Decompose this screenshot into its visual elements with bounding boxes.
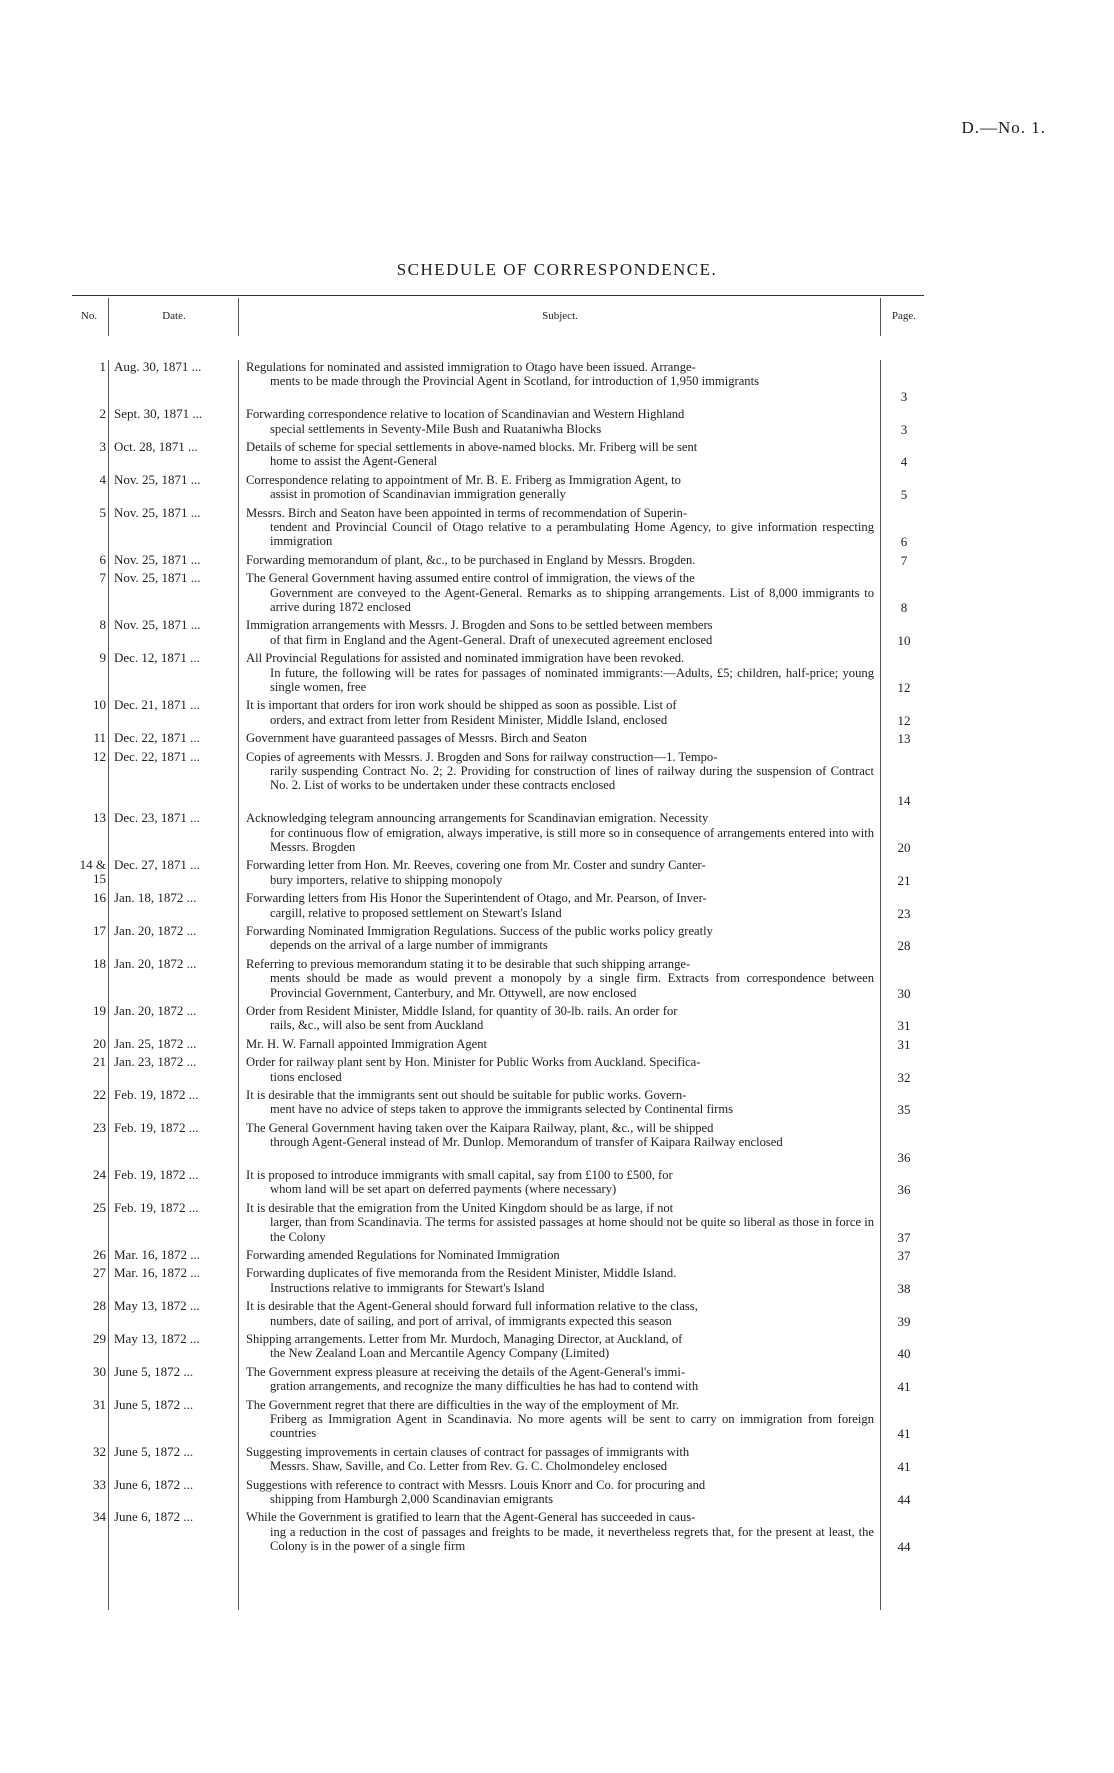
row-subject [246, 1037, 874, 1051]
table-row [0, 1445, 1114, 1475]
subject-continuation: In future, the following will be rates for passages of nominated immigrants:—Adults, £5; children, half-price; young single women, free [270, 665, 874, 694]
row-subject [246, 1398, 874, 1441]
subject-continuation: cargill, relative to proposed settlement on Stewart's Island [270, 905, 562, 920]
row-subject [246, 891, 874, 920]
subject-first-line: Correspondence relating to appointment of Mr. B. E. Friberg as Immigration Agent, to [246, 472, 681, 487]
row-date: Dec. 22, 1871 ... [114, 730, 200, 746]
subject-first-line: While the Government is gratified to learn that the Agent-General has succeeded in caus- [246, 1510, 696, 1525]
row-page: 40 [897, 1346, 911, 1362]
row-page: 35 [897, 1102, 911, 1118]
row-subject [246, 1510, 874, 1553]
page-title: SCHEDULE OF CORRESPONDENCE. [396, 260, 718, 279]
row-date: Jan. 25, 1872 ... [114, 1035, 197, 1051]
subject-first-line: Forwarding Nominated Immigration Regulations. Success of the public works policy greatly [246, 924, 713, 938]
subject-first-line: Forwarding memorandum of plant, &c., to be purchased in England by Messrs. Brogden. [246, 552, 696, 567]
subject-first-line: Referring to previous memorandum stating it to be desirable that such shipping arrange- [246, 956, 691, 971]
column-divider [880, 360, 881, 1610]
subject-first-line: It is important that orders for iron work should be shipped as soon as possible. List of [246, 698, 677, 713]
row-number: 5 [99, 504, 106, 520]
subject-continuation: for continuous flow of emigration, always imperative, is still more so in consequence of arrangements entered into with Messrs. Brogden [270, 825, 874, 854]
row-number: 31 [93, 1396, 106, 1412]
subject-first-line: Immigration arrangements with Messrs. J. Brogden and Sons to be settled between members [246, 618, 713, 633]
row-page: 6 [900, 534, 908, 550]
subject-first-line: The General Government having taken over the Kaipara Railway, plant, &c., will be shipped [246, 1120, 714, 1135]
row-number: 30 [93, 1363, 106, 1379]
row-page: 44 [897, 1539, 911, 1555]
row-date: June 5, 1872 ... [114, 1363, 194, 1379]
table-row [0, 858, 1114, 888]
row-page: 21 [897, 872, 911, 888]
row-page: 32 [897, 1069, 911, 1085]
row-number: 24 [93, 1167, 106, 1182]
row-date: June 5, 1872 ... [114, 1443, 194, 1459]
subject-continuation: ing a reduction in the cost of passages and freights to be made, it nevertheless regrets that, for the present at least, the Colony is in the power of a single firm [270, 1524, 874, 1554]
row-subject [246, 1445, 874, 1474]
row-number: 34 [93, 1509, 106, 1525]
subject-continuation: numbers, date of sailing, and port of arrival, of immigrants expected this season [270, 1313, 672, 1328]
correspondence-table [0, 360, 1114, 1558]
row-page: 36 [897, 1182, 911, 1198]
row-number: 8 [99, 617, 106, 633]
table-row [0, 571, 1114, 615]
row-page: 10 [897, 632, 911, 648]
row-date: June 6, 1872 ... [114, 1509, 194, 1525]
subject-first-line: Suggestions with reference to contract with Messrs. Louis Knorr and Co. for procuring and [246, 1477, 706, 1492]
table-row [0, 407, 1114, 437]
row-page: 38 [897, 1280, 911, 1296]
subject-continuation: of that firm in England and the Agent-General. Draft of unexecuted agreement enclosed [270, 632, 713, 647]
subject-continuation: rails, &c., will also be sent from Auckland [270, 1018, 484, 1033]
table-row [0, 1037, 1114, 1052]
table-row [0, 1168, 1114, 1198]
subject-continuation: Government are conveyed to the Agent-General. Remarks as to shipping arrangements. List of 8,000 immigrants to arrive during 1872 enclosed [270, 585, 874, 614]
row-page: 37 [897, 1229, 911, 1245]
row-number: 2 [99, 406, 106, 422]
row-date: Dec. 22, 1871 ... [114, 748, 200, 764]
column-header-no: No. [80, 310, 98, 322]
row-date: Nov. 25, 1871 ... [114, 504, 201, 520]
row-number: 29 [93, 1331, 106, 1346]
row-date: Jan. 20, 1872 ... [114, 1003, 197, 1018]
row-page: 12 [897, 679, 911, 695]
subject-continuation: home to assist the Agent-General [270, 454, 438, 469]
column-divider [108, 360, 109, 1610]
row-date: Jan. 18, 1872 ... [114, 890, 197, 906]
row-subject [246, 731, 874, 745]
row-date: Mar. 16, 1872 ... [114, 1265, 200, 1281]
subject-first-line: Details of scheme for special settlements in above-named blocks. Mr. Friberg will be sent [246, 440, 698, 454]
subject-first-line: Government have guaranteed passages of Messrs. Birch and Seaton [246, 731, 587, 746]
row-date: Dec. 27, 1871 ... [114, 857, 200, 873]
row-page: 36 [897, 1149, 911, 1165]
subject-first-line: Order from Resident Minister, Middle Island, for quantity of 30-lb. rails. An order for [246, 1004, 678, 1018]
subject-continuation: the New Zealand Loan and Mercantile Agency Company (Limited) [270, 1346, 610, 1361]
row-subject [246, 1201, 874, 1244]
subject-first-line: Regulations for nominated and assisted immigration to Otago have been issued. Arrange- [246, 360, 696, 374]
row-subject [246, 957, 874, 1000]
row-page: 41 [897, 1459, 911, 1475]
subject-continuation: tions enclosed [270, 1069, 342, 1084]
table-row [0, 924, 1114, 954]
subject-continuation: larger, than from Scandinavia. The terms for assisted passages at home should not be quite so liberal as those in force in the Colony [270, 1215, 874, 1244]
row-subject [246, 506, 874, 549]
row-number: 9 [99, 650, 106, 666]
row-date: Jan. 20, 1872 ... [114, 955, 197, 971]
subject-continuation: orders, and extract from letter from Resident Minister, Middle Island, enclosed [270, 712, 668, 727]
row-number: 7 [99, 570, 106, 586]
row-number: 12 [93, 748, 106, 764]
row-page: 14 [897, 792, 911, 808]
subject-first-line: Suggesting improvements in certain clauses of contract for passages of immigrants with [246, 1444, 690, 1459]
row-page: 28 [897, 938, 911, 954]
row-date: Nov. 25, 1871 ... [114, 570, 201, 586]
row-number: 26 [93, 1247, 106, 1262]
subject-first-line: Forwarding duplicates of five memoranda from the Resident Minister, Middle Island. [246, 1266, 677, 1281]
subject-continuation: tendent and Provincial Council of Otago relative to a perambulating Home Agency, to give information respecting immigration [270, 520, 874, 549]
table-row [0, 1266, 1114, 1296]
row-date: Nov. 25, 1871 ... [114, 471, 201, 487]
table-row [0, 1478, 1114, 1508]
row-number: 18 [93, 955, 106, 971]
row-number: 19 [93, 1003, 106, 1018]
row-subject [246, 1248, 874, 1262]
row-subject [246, 407, 874, 436]
row-number: 22 [93, 1087, 106, 1102]
row-date: May 13, 1872 ... [114, 1298, 200, 1314]
row-page: 31 [897, 1018, 911, 1034]
row-number: 17 [93, 923, 106, 938]
row-subject [246, 858, 874, 887]
subject-first-line: Forwarding letter from Hon. Mr. Reeves, covering one from Mr. Coster and sundry Canter- [246, 858, 706, 873]
row-date: Feb. 19, 1872 ... [114, 1167, 199, 1182]
row-subject [246, 1299, 874, 1328]
row-number: 25 [93, 1199, 106, 1215]
table-row [0, 1299, 1114, 1329]
row-date: Feb. 19, 1872 ... [114, 1087, 199, 1102]
row-date: Jan. 23, 1872 ... [114, 1054, 197, 1070]
subject-continuation: gration arrangements, and recognize the many difficulties he has had to contend with [270, 1379, 699, 1394]
subject-first-line: It is desirable that the Agent-General should forward full information relative to the class, [246, 1299, 698, 1314]
row-page: 4 [900, 454, 908, 470]
row-date: Mar. 16, 1872 ... [114, 1247, 200, 1262]
table-row [0, 1088, 1114, 1118]
row-date: Sept. 30, 1871 ... [114, 406, 203, 422]
row-number: 1 [99, 359, 106, 374]
row-subject [246, 1478, 874, 1507]
row-subject [246, 440, 874, 469]
row-date: Jan. 20, 1872 ... [114, 923, 197, 938]
subject-first-line: Mr. H. W. Farnall appointed Immigration Agent [246, 1036, 488, 1051]
row-number: 27 [93, 1265, 106, 1281]
table-row [0, 360, 1114, 404]
row-date: Dec. 21, 1871 ... [114, 697, 200, 713]
table-row [0, 1332, 1114, 1362]
row-page: 39 [897, 1313, 911, 1329]
subject-continuation: ment have no advice of steps taken to approve the immigrants selected by Continental firms [270, 1102, 734, 1117]
subject-continuation: whom land will be set apart on deferred payments (where necessary) [270, 1182, 617, 1197]
row-date: June 6, 1872 ... [114, 1476, 194, 1492]
row-number: 10 [93, 697, 106, 713]
table-row [0, 473, 1114, 503]
column-header-page: Page. [891, 310, 917, 322]
row-subject [246, 1121, 874, 1150]
row-number: 28 [93, 1298, 106, 1314]
column-divider [238, 360, 239, 1610]
subject-continuation: bury importers, relative to shipping monopoly [270, 872, 503, 887]
row-date: Nov. 25, 1871 ... [114, 617, 201, 633]
row-subject [246, 1365, 874, 1394]
header-rule [72, 295, 924, 296]
table-row [0, 618, 1114, 648]
row-subject [246, 1266, 874, 1295]
table-row [0, 1398, 1114, 1442]
row-subject [246, 1168, 874, 1197]
row-number: 33 [93, 1476, 106, 1492]
subject-first-line: Messrs. Birch and Seaton have been appointed in terms of recommendation of Superin- [246, 505, 688, 520]
subject-first-line: Forwarding amended Regulations for Nominated Immigration [246, 1248, 560, 1262]
table-row [0, 811, 1114, 855]
subject-continuation: Friberg as Immigration Agent in Scandinavia. No more agents will be sent to carry on immigration from foreign countries [270, 1412, 874, 1441]
row-page: 5 [900, 487, 908, 503]
row-page: 41 [897, 1379, 911, 1395]
row-subject [246, 618, 874, 647]
row-number: 21 [93, 1054, 106, 1070]
subject-continuation: shipping from Hamburgh 2,000 Scandinavian emigrants [270, 1492, 554, 1506]
row-number: 6 [99, 551, 106, 567]
row-subject [246, 553, 874, 567]
row-number: 11 [93, 730, 106, 746]
row-page: 7 [900, 552, 908, 568]
subject-continuation: through Agent-General instead of Mr. Dunlop. Memorandum of transfer of Kaipara Railway enclosed [270, 1135, 783, 1150]
subject-continuation: assist in promotion of Scandinavian immigration generally [270, 487, 566, 502]
subject-first-line: All Provincial Regulations for assisted and nominated immigration have been revoked. [246, 651, 685, 666]
row-subject [246, 924, 874, 953]
row-date: Dec. 23, 1871 ... [114, 810, 200, 826]
row-number: 16 [93, 890, 106, 906]
row-subject [246, 1055, 874, 1084]
row-number: 4 [99, 471, 106, 487]
table-row [0, 553, 1114, 568]
subject-first-line: It is proposed to introduce immigrants with small capital, say from £100 to £500, for [246, 1168, 673, 1182]
column-divider [880, 298, 881, 336]
subject-continuation: depends on the arrival of a large number of immigrants [270, 938, 548, 953]
table-row [0, 440, 1114, 470]
row-date: Aug. 30, 1871 ... [114, 359, 202, 374]
table-row [0, 731, 1114, 746]
row-subject [246, 571, 874, 614]
row-page: 30 [897, 985, 911, 1001]
row-number: 13 [93, 810, 106, 826]
row-page: 31 [897, 1036, 911, 1052]
row-subject [246, 811, 874, 854]
table-row [0, 1365, 1114, 1395]
row-subject [246, 1332, 874, 1361]
table-row [0, 698, 1114, 728]
subject-continuation: rarily suspending Contract No. 2; 2. Providing for construction of lines of railway during the suspension of Contract No. 2. List of works to be undertaken under these contracts enclosed [270, 764, 874, 793]
row-page: 3 [900, 421, 908, 437]
table-row [0, 1121, 1114, 1165]
column-divider [108, 298, 109, 336]
subject-continuation: Messrs. Shaw, Saville, and Co. Letter from Rev. G. C. Cholmondeley enclosed [270, 1459, 668, 1474]
table-row [0, 1510, 1114, 1554]
row-page: 13 [897, 731, 911, 747]
row-page: 37 [897, 1248, 911, 1263]
row-date: Oct. 28, 1871 ... [114, 439, 198, 454]
row-date: Feb. 19, 1872 ... [114, 1199, 199, 1215]
subject-first-line: The General Government having assumed entire control of immigration, the views of the [246, 571, 695, 586]
row-page: 20 [897, 839, 911, 855]
row-number: 20 [93, 1035, 106, 1051]
table-row [0, 1201, 1114, 1245]
row-subject [246, 750, 874, 793]
row-subject [246, 1088, 874, 1117]
row-page: 23 [897, 905, 911, 921]
subject-first-line: Acknowledging telegram announcing arrangements for Scandinavian emigration. Necessity [246, 811, 709, 826]
row-number: 32 [93, 1443, 106, 1459]
row-date: Nov. 25, 1871 ... [114, 551, 201, 567]
table-row [0, 750, 1114, 809]
table-row [0, 1055, 1114, 1085]
subject-first-line: Forwarding letters from His Honor the Superintendent of Otago, and Mr. Pearson, of Inver- [246, 891, 707, 906]
row-subject [246, 698, 874, 727]
row-subject [246, 651, 874, 694]
table-row [0, 1248, 1114, 1263]
row-number: 14 & 15 [79, 857, 106, 887]
row-page: 8 [900, 599, 908, 615]
subject-first-line: Forwarding correspondence relative to location of Scandinavian and Western Highland [246, 407, 685, 422]
row-subject [246, 473, 874, 502]
table-row [0, 651, 1114, 695]
row-number: 3 [99, 439, 106, 454]
row-subject [246, 360, 874, 389]
column-divider [238, 298, 239, 336]
row-page: 44 [897, 1491, 911, 1507]
subject-first-line: The Government express pleasure at receiving the details of the Agent-General's immi- [246, 1364, 686, 1379]
table-row [0, 957, 1114, 1001]
subject-continuation: ments should be made as would prevent a monopoly by a single firm. Extracts from correspondence between Provincial Government, Canterbury, and Mr. Ottywell, are now enclosed [270, 971, 874, 1000]
table-row [0, 891, 1114, 921]
subject-continuation: special settlements in Seventy-Mile Bush and Ruataniwha Blocks [270, 421, 602, 436]
row-page: 41 [897, 1426, 911, 1442]
subject-first-line: Order for railway plant sent by Hon. Minister for Public Works from Auckland. Specifica- [246, 1055, 701, 1070]
subject-continuation: ments to be made through the Provincial Agent in Scotland, for introduction of 1,950 immigrants [270, 374, 759, 389]
subject-first-line: The Government regret that there are difficulties in the way of the employment of Mr. [246, 1397, 680, 1412]
row-date: June 5, 1872 ... [114, 1396, 194, 1412]
row-subject [246, 1004, 874, 1033]
row-page: 12 [897, 712, 911, 728]
subject-first-line: It is desirable that the emigration from the United Kingdom should be as large, if not [246, 1200, 674, 1215]
subject-continuation: Instructions relative to immigrants for Stewart's Island [270, 1280, 545, 1295]
document-reference: D.—No. 1. [961, 118, 1046, 137]
row-date: May 13, 1872 ... [114, 1331, 200, 1346]
row-date: Feb. 19, 1872 ... [114, 1119, 199, 1135]
column-header-subject: Subject. [542, 310, 578, 322]
table-row [0, 1004, 1114, 1034]
row-number: 23 [93, 1119, 106, 1135]
subject-first-line: Copies of agreements with Messrs. J. Brogden and Sons for railway construction—1. Tempo- [246, 749, 718, 764]
row-page: 3 [900, 388, 908, 404]
subject-first-line: It is desirable that the immigrants sent out should be suitable for public works. Govern- [246, 1088, 687, 1102]
row-date: Dec. 12, 1871 ... [114, 650, 200, 666]
subject-first-line: Shipping arrangements. Letter from Mr. Murdoch, Managing Director, at Auckland, of [246, 1332, 683, 1346]
column-header-date: Date. [162, 310, 186, 322]
table-row [0, 506, 1114, 550]
